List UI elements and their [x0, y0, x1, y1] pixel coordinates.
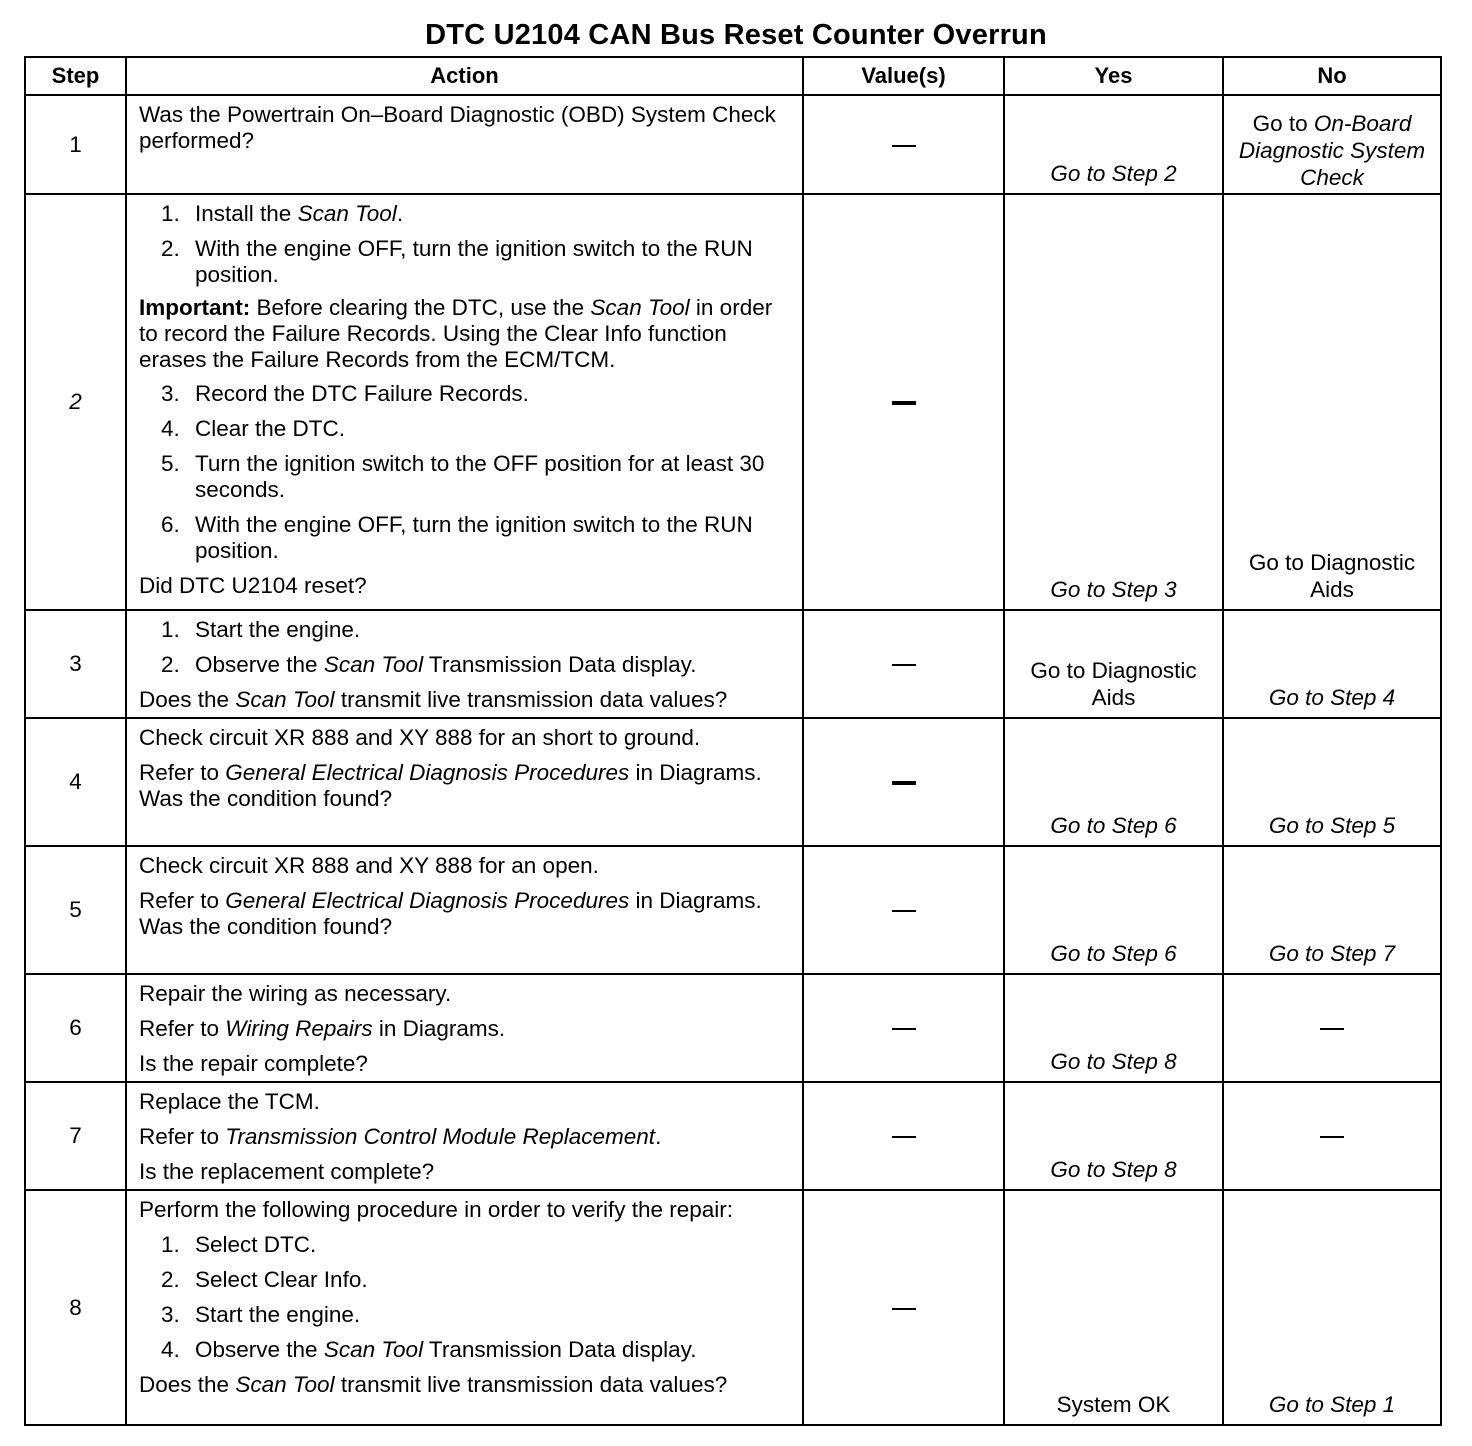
- reference-suffix: .: [655, 1124, 662, 1149]
- list-number: 3.: [161, 381, 180, 406]
- question-text: Does the: [139, 687, 236, 712]
- action-cell: [126, 1082, 803, 1190]
- yes-link[interactable]: Go to Step 3: [1050, 577, 1177, 602]
- reference-prefix: Refer to: [139, 888, 226, 913]
- item-text: Select Clear Info.: [195, 1267, 368, 1292]
- value-cell: [803, 1190, 1004, 1425]
- no-cell: [1223, 1190, 1441, 1425]
- table-row-step-2: [25, 194, 1441, 610]
- no-link[interactable]: Go to Step 5: [1268, 813, 1396, 838]
- action-text: Check circuit XR 888 and XY 888 for an open.: [139, 853, 599, 878]
- list-number: 2.: [161, 236, 180, 261]
- reference-prefix: Refer to: [139, 760, 226, 785]
- no-link[interactable]: On-Board Diagnostic System Check: [1238, 111, 1426, 190]
- table-row-step-3: [25, 610, 1441, 718]
- no-dash: [1320, 1136, 1344, 1138]
- step-number: 6: [25, 974, 126, 1082]
- list-item: [161, 1337, 794, 1363]
- item-text: Transmission Data display.: [423, 652, 697, 677]
- note-text: in order to record the Failure Records. Using the Clear Info function erases the Failure Records from the ECM/TCM.: [139, 295, 773, 372]
- note-emphasis: Scan Tool: [590, 295, 690, 320]
- list-item: [161, 381, 794, 407]
- action-text: Replace the TCM.: [139, 1089, 320, 1114]
- list-number: 1.: [161, 1232, 180, 1257]
- table-row-step-4: [25, 718, 1441, 846]
- reference-prefix: Refer to: [139, 1016, 226, 1041]
- yes-result: System OK: [1056, 1392, 1171, 1417]
- list-number: 2.: [161, 652, 180, 677]
- step-number: 1: [25, 95, 126, 194]
- value-dash: [892, 781, 916, 785]
- reference-suffix: in Diagrams.: [372, 1016, 506, 1041]
- header-action: Action: [126, 57, 803, 95]
- action-cell: [126, 718, 803, 846]
- value-cell: [803, 974, 1004, 1082]
- step-number: 5: [25, 846, 126, 974]
- list-item: [161, 652, 794, 678]
- list-item: [161, 1302, 794, 1328]
- list-item: [161, 201, 794, 227]
- value-dash: [892, 910, 916, 912]
- table-row-step-5: [25, 846, 1441, 974]
- value-cell: [803, 95, 1004, 194]
- list-number: 1.: [161, 617, 180, 642]
- yes-cell: [1004, 1082, 1223, 1190]
- yes-cell: [1004, 718, 1223, 846]
- item-text: Record the DTC Failure Records.: [195, 381, 529, 406]
- item-text: With the engine OFF, turn the ignition switch to the RUN position.: [195, 236, 753, 287]
- diagnostic-table: [24, 56, 1442, 1426]
- list-number: 4.: [161, 1337, 180, 1362]
- reference-link[interactable]: General Electrical Diagnosis Procedures: [225, 760, 630, 785]
- list-item: [161, 1267, 794, 1293]
- action-question: Was the condition found?: [139, 786, 393, 811]
- list-item: [161, 617, 794, 643]
- step-number: 3: [25, 610, 126, 718]
- list-number: 3.: [161, 1302, 180, 1327]
- no-prefix: Go to: [1252, 111, 1314, 136]
- reference-text: [139, 1124, 794, 1150]
- item-text: Install the: [195, 201, 298, 226]
- yes-link[interactable]: Go to Step 8: [1050, 1157, 1177, 1182]
- table-row-step-7: [25, 1082, 1441, 1190]
- yes-cell: [1004, 95, 1223, 194]
- important-note: [139, 295, 794, 373]
- no-cell: [1223, 846, 1441, 974]
- item-text: Clear the DTC.: [195, 416, 346, 441]
- question-emphasis: Scan Tool: [235, 687, 335, 712]
- item-emphasis: Scan Tool: [323, 1337, 424, 1362]
- yes-link[interactable]: Go to Diagnostic Aids: [1030, 658, 1197, 710]
- yes-cell: [1004, 610, 1223, 718]
- step-number: 8: [25, 1190, 126, 1425]
- value-dash: [892, 401, 916, 405]
- action-question: Did DTC U2104 reset?: [139, 573, 367, 598]
- no-cell: [1223, 974, 1441, 1082]
- list-number: 1.: [161, 201, 180, 226]
- reference-text: [139, 888, 794, 914]
- action-question: Was the Powertrain On–Board Diagnostic (OBD) System Check performed?: [139, 102, 776, 153]
- table-row-step-1: [25, 95, 1441, 194]
- list-item: [161, 416, 794, 442]
- step-number: 4: [25, 718, 126, 846]
- value-dash: [892, 145, 916, 147]
- value-cell: [803, 846, 1004, 974]
- action-text: Perform the following procedure in order to verify the repair:: [139, 1197, 734, 1222]
- no-dash: [1320, 1028, 1344, 1030]
- list-item: [161, 451, 794, 503]
- list-number: 6.: [161, 512, 180, 537]
- reference-link[interactable]: Transmission Control Module Replacement: [225, 1124, 656, 1149]
- item-text: Start the engine.: [195, 617, 361, 642]
- no-link[interactable]: Go to Step 1: [1268, 1392, 1396, 1417]
- no-cell: [1223, 194, 1441, 610]
- list-number: 2.: [161, 1267, 180, 1292]
- yes-cell: [1004, 1190, 1223, 1425]
- value-dash: [892, 1308, 916, 1310]
- yes-link[interactable]: Go to Step 6: [1050, 813, 1177, 838]
- header-step: Step: [25, 57, 126, 95]
- item-emphasis: Scan Tool: [297, 201, 397, 226]
- value-cell: [803, 718, 1004, 846]
- reference-link[interactable]: Wiring Repairs: [225, 1016, 373, 1041]
- action-question: [139, 687, 794, 713]
- header-yes: Yes: [1004, 57, 1223, 95]
- value-dash: [892, 1028, 916, 1030]
- yes-link[interactable]: Go to Step 2: [1050, 161, 1177, 186]
- value-dash: [892, 664, 916, 666]
- table-row-step-8: [25, 1190, 1441, 1425]
- action-question: [139, 1372, 794, 1398]
- yes-cell: [1004, 846, 1223, 974]
- action-question: Is the repair complete?: [139, 1051, 368, 1076]
- step-number: 2: [25, 194, 126, 610]
- procedure-list: [139, 617, 794, 678]
- item-text: Start the engine.: [195, 1302, 361, 1327]
- value-cell: [803, 1082, 1004, 1190]
- action-cell: [126, 1190, 803, 1425]
- no-cell: [1223, 610, 1441, 718]
- list-item: [161, 512, 794, 564]
- question-emphasis: Scan Tool: [235, 1372, 335, 1397]
- question-text: transmit live transmission data values?: [334, 687, 728, 712]
- value-dash: [892, 1136, 916, 1138]
- item-text: Observe the: [195, 1337, 324, 1362]
- no-link[interactable]: Go to Step 4: [1268, 685, 1396, 710]
- yes-cell: [1004, 194, 1223, 610]
- reference-prefix: Refer to: [139, 1124, 226, 1149]
- action-cell: [126, 974, 803, 1082]
- note-text: Before clearing the DTC, use the: [250, 295, 591, 320]
- item-text: .: [396, 201, 404, 226]
- action-cell: [126, 194, 803, 610]
- value-cell: [803, 610, 1004, 718]
- item-text: With the engine OFF, turn the ignition switch to the RUN position.: [195, 512, 753, 563]
- reference-text: [139, 1016, 794, 1042]
- value-cell: [803, 194, 1004, 610]
- reference-link[interactable]: General Electrical Diagnosis Procedures: [225, 888, 630, 913]
- reference-suffix: in Diagrams.: [629, 888, 762, 913]
- no-link[interactable]: Go to Step 7: [1268, 941, 1396, 966]
- list-number: 4.: [161, 416, 180, 441]
- item-text: Observe the: [195, 652, 324, 677]
- list-number: 5.: [161, 451, 180, 476]
- no-cell: [1223, 1082, 1441, 1190]
- no-cell: [1223, 95, 1441, 194]
- action-text: Repair the wiring as necessary.: [139, 981, 452, 1006]
- yes-link[interactable]: Go to Step 8: [1050, 1049, 1177, 1074]
- reference-text: [139, 760, 794, 786]
- step-number: 7: [25, 1082, 126, 1190]
- action-text: Check circuit XR 888 and XY 888 for an short to ground.: [139, 725, 701, 750]
- question-text: transmit live transmission data values?: [334, 1372, 728, 1397]
- action-cell: [126, 610, 803, 718]
- action-cell: [126, 846, 803, 974]
- item-emphasis: Scan Tool: [323, 652, 424, 677]
- procedure-list: [139, 201, 794, 288]
- item-text: Turn the ignition switch to the OFF position for at least 30 seconds.: [195, 451, 765, 502]
- yes-link[interactable]: Go to Step 6: [1050, 941, 1177, 966]
- no-cell: [1223, 718, 1441, 846]
- important-label: Important:: [139, 295, 251, 320]
- table-header-row: [25, 57, 1441, 95]
- reference-suffix: in Diagrams.: [629, 760, 762, 785]
- header-no: No: [1223, 57, 1441, 95]
- item-text: Transmission Data display.: [423, 1337, 697, 1362]
- action-question: Is the replacement complete?: [139, 1159, 435, 1184]
- no-link[interactable]: Go to Diagnostic Aids: [1248, 550, 1416, 602]
- page-title: DTC U2104 CAN Bus Reset Counter Overrun: [425, 19, 1047, 51]
- list-item: [161, 1232, 794, 1258]
- question-text: Does the: [139, 1372, 236, 1397]
- yes-cell: [1004, 974, 1223, 1082]
- table-row-step-6: [25, 974, 1441, 1082]
- action-question: Was the condition found?: [139, 914, 393, 939]
- header-values: Value(s): [803, 57, 1004, 95]
- procedure-list: [139, 381, 794, 564]
- procedure-list: [139, 1232, 794, 1363]
- action-cell: [126, 95, 803, 194]
- list-item: [161, 236, 794, 288]
- item-text: Select DTC.: [195, 1232, 317, 1257]
